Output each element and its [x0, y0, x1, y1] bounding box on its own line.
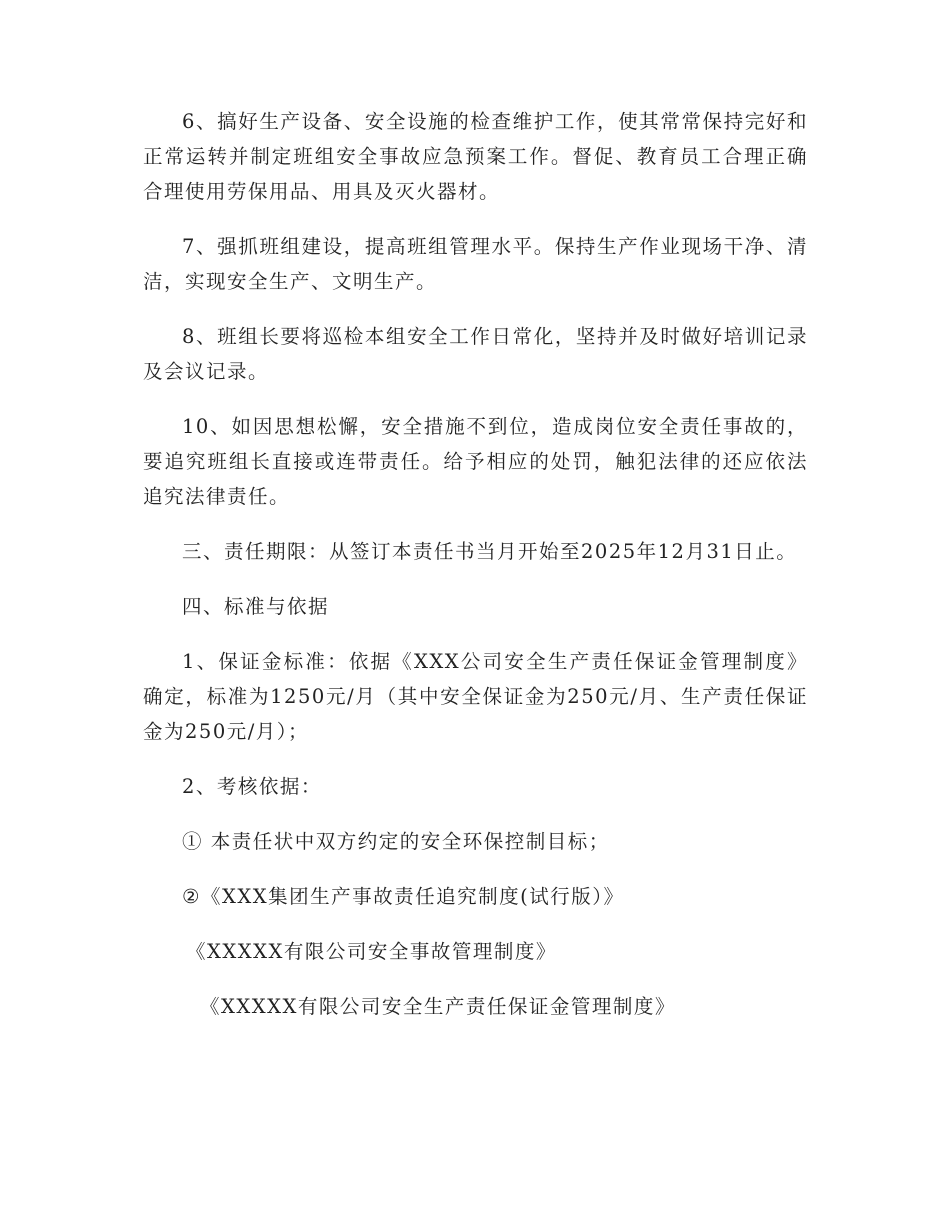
- deposit-standard: 1、保证金标准：依据《XXX公司安全生产责任保证金管理制度》确定，标准为1250元/月（其中安全保证金为250元/月、生产责任保证金为250元/月）；: [143, 650, 808, 743]
- assessment-basis-item-2: ②《XXX集团生产事故责任追究制度(试行版）》: [182, 885, 625, 908]
- assessment-basis-item-1: ① 本责任状中双方约定的安全环保控制目标；: [182, 830, 610, 853]
- paragraph-item-10: 10、如因思想松懈，安全措施不到位，造成岗位安全责任事故的，要追究班组长直接或连带责任。给予相应的处罚，触犯法律的还应依法追究法律责任。: [143, 415, 808, 508]
- reference-accident-management: 《XXXXX有限公司安全事故管理制度》: [186, 940, 557, 963]
- document-body: [143, 104, 808, 1044]
- reference-deposit-management: 《XXXXX有限公司安全生产责任保证金管理制度》: [200, 995, 676, 1018]
- section-three-term: 三、责任期限：从签订本责任书当月开始至2025年12月31日止。: [182, 540, 798, 563]
- paragraph-item-8: 8、班组长要将巡检本组安全工作日常化，坚持并及时做好培训记录及会议记录。: [143, 325, 808, 383]
- assessment-basis-heading: 2、考核依据：: [182, 775, 322, 798]
- paragraph-item-6: 6、搞好生产设备、安全设施的检查维护工作，使其常常保持完好和正常运转并制定班组安全事故应急预案工作。督促、教育员工合理正确合理使用劳保用品、用具及灭火器材。: [143, 110, 808, 203]
- section-four-heading: 四、标准与依据: [182, 595, 330, 618]
- paragraph-item-7: 7、强抓班组建设，提高班组管理水平。保持生产作业现场干净、清洁，实现安全生产、文明生产。: [143, 235, 808, 293]
